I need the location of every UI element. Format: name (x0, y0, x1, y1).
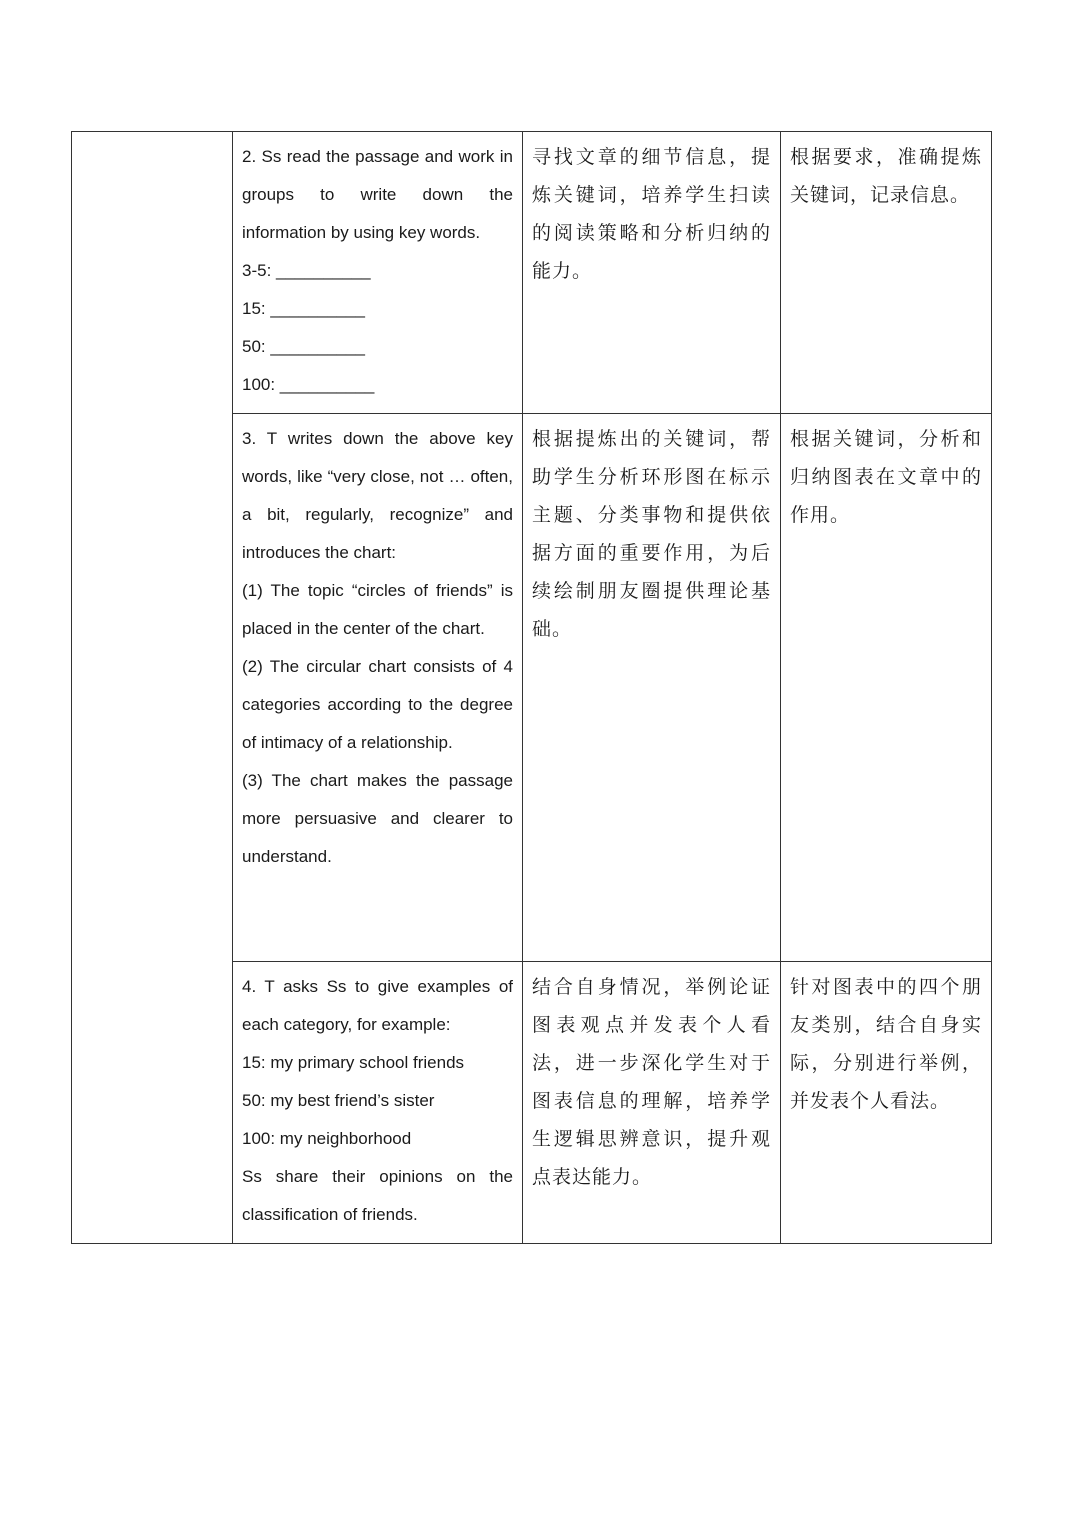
purpose-text: 寻找文章的细节信息，提炼关键词，培养学生扫读的阅读策略和分析归纳的能力。 (532, 146, 771, 282)
design-cell (781, 132, 992, 414)
process-cell (233, 132, 523, 414)
lesson-plan-table (71, 131, 992, 1244)
purpose-cell (523, 962, 781, 1244)
purpose-text: 结合自身情况，举例论证图表观点并发表个人看法，进一步深化学生对于图表信息的理解，培养学生逻辑思辨意识，提升观点表达能力。 (532, 976, 771, 1188)
stage-cell (72, 132, 233, 1244)
process-closing: Ss share their opinions on the classification of friends. (242, 1167, 513, 1224)
blank-line: 3-5: __________ (242, 261, 371, 280)
example-line: 50: my best friend’s sister (242, 1091, 435, 1110)
purpose-text: 根据提炼出的关键词，帮助学生分析环形图在标示主题、分类事物和提供依据方面的重要作用，为后续绘制朋友圈提供理论基础。 (532, 428, 771, 640)
chart-point: (1) The topic “circles of friends” is placed in the center of the chart. (242, 581, 513, 638)
table-row (72, 132, 992, 414)
chart-point: (3) The chart makes the passage more persuasive and clearer to understand. (242, 771, 513, 866)
purpose-cell (523, 414, 781, 962)
design-text: 根据要求，准确提炼关键词，记录信息。 (790, 146, 982, 206)
example-line: 100: my neighborhood (242, 1129, 412, 1148)
process-cell (233, 962, 523, 1244)
process-intro: 3. T writes down the above key words, like “very close, not … often, a bit, regularly, recognize” and introduces the chart: (242, 429, 513, 562)
design-text: 针对图表中的四个朋友类别，结合自身实际，分别进行举例，并发表个人看法。 (790, 976, 982, 1112)
blank-line: 15: __________ (242, 299, 365, 318)
design-cell (781, 962, 992, 1244)
example-line: 15: my primary school friends (242, 1053, 465, 1072)
process-intro: 2. Ss read the passage and work in groups to write down the information by using key words. (242, 147, 513, 242)
process-intro: 4. T asks Ss to give examples of each category, for example: (242, 977, 513, 1034)
design-cell (781, 414, 992, 962)
blank-line: 100: __________ (242, 375, 375, 394)
blank-line: 50: __________ (242, 337, 365, 356)
chart-point: (2) The circular chart consists of 4 categories according to the degree of intimacy of a relationship. (242, 657, 513, 752)
purpose-cell (523, 132, 781, 414)
process-cell (233, 414, 523, 962)
design-text: 根据关键词，分析和归纳图表在文章中的作用。 (790, 428, 982, 526)
